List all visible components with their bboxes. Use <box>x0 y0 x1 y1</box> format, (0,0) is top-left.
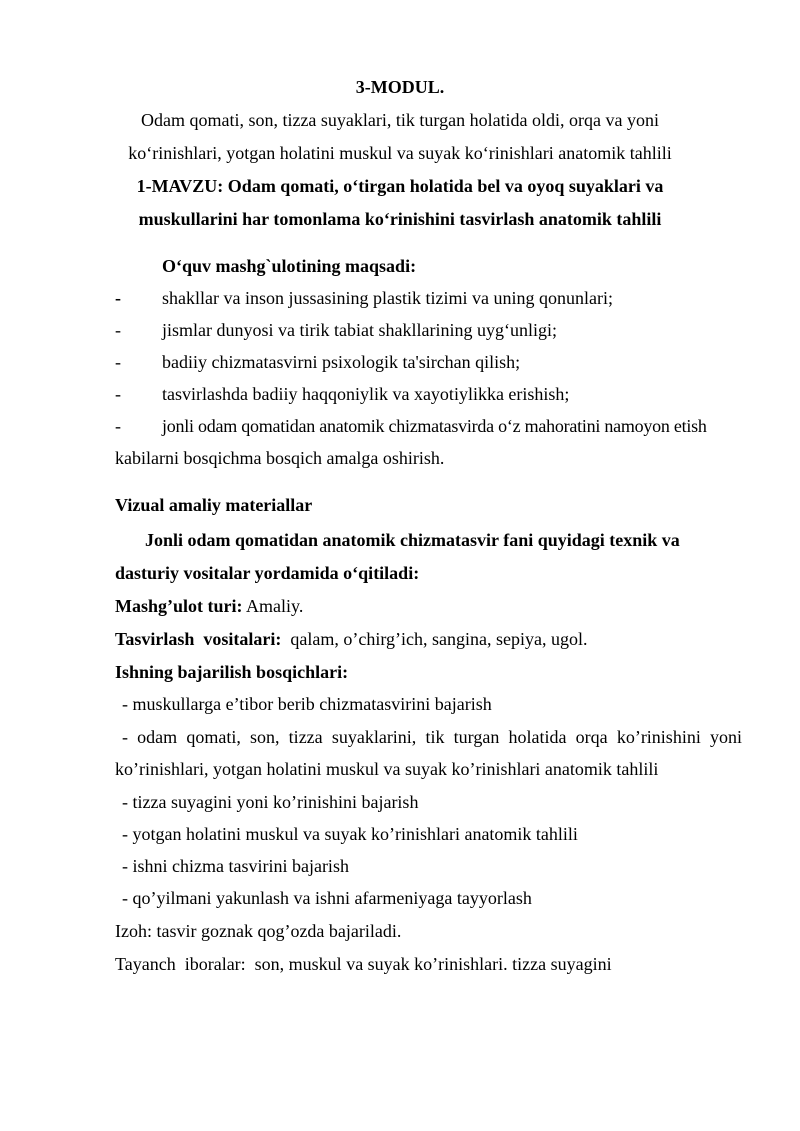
tools-value: qalam, o’chirg’ich, sangina, sepiya, ugol. <box>281 629 588 649</box>
goals-heading: O‘quv mashg`ulotining maqsadi: <box>162 256 417 276</box>
training-type-value: Amaliy. <box>242 596 304 616</box>
module-subtitle-line-2: ko‘rinishlari, yotgan holatini muskul va suyak ko‘rinishlari anatomik tahlili <box>128 143 672 163</box>
module-subtitle-line-1: Odam qomati, son, tizza suyaklari, tik turgan holatida oldi, orqa va yoni <box>140 110 660 130</box>
goal-dash: - <box>115 352 121 372</box>
stages-heading: Ishning bajarilish bosqichlari: <box>115 662 349 682</box>
training-type-label: Mashg’ulot turi: <box>115 596 243 616</box>
goal-dash: - <box>115 384 121 404</box>
stage-item: - odam qomati, son, tizza suyaklarini, tik turgan holatida orqa ko’rinishini yoni <box>122 727 742 747</box>
goals-continuation: kabilarni bosqichma bosqich amalga oshirish. <box>115 448 445 468</box>
note: Izoh: tasvir goznak qog’ozda bajariladi. <box>115 921 402 941</box>
goal-item: jismlar dunyosi va tirik tabiat shakllarining uyg‘unligi; <box>162 320 557 340</box>
stage-item: - ishni chizma tasvirini bajarish <box>122 856 349 876</box>
keywords: Tayanch iboralar: son, muskul va suyak ko’rinishlari. tizza suyagini <box>115 954 612 974</box>
topic-title-line-2: muskullarini har tomonlama ko‘rinishini tasvirlash anatomik tahlili <box>138 209 662 229</box>
goal-item: tasvirlashda badiiy haqqoniylik va xayotiylikka erishish; <box>162 384 570 404</box>
stage-item: - yotgan holatini muskul va suyak ko’rinishlari anatomik tahlili <box>122 824 578 844</box>
goal-dash: - <box>115 416 121 436</box>
training-type <box>115 594 303 618</box>
goal-item: badiiy chizmatasvirni psixologik ta'sirchan qilish; <box>162 352 521 372</box>
stage-item: - muskullarga e’tibor berib chizmatasvirini bajarish <box>122 694 492 714</box>
goal-dash: - <box>115 320 121 340</box>
visual-intro-line-2: dasturiy vositalar yordamida o‘qitiladi: <box>115 563 420 583</box>
stage-item: - qo’yilmani yakunlash va ishni afarmeniyaga tayyorlash <box>122 888 532 908</box>
stage-item: - tizza suyagini yoni ko’rinishini bajarish <box>122 792 419 812</box>
tools <box>115 627 587 651</box>
visual-intro-line-1: Jonli odam qomatidan anatomik chizmatasvir fani quyidagi texnik va <box>145 530 680 550</box>
stage-item-continuation: ko’rinishlari, yotgan holatini muskul va suyak ko’rinishlari anatomik tahlili <box>115 759 659 779</box>
goal-item: shakllar va inson jussasining plastik tizimi va uning qonunlari; <box>162 288 613 308</box>
module-title: 3-MODUL. <box>355 77 445 97</box>
goal-item: jonli odam qomatidan anatomik chizmatasvirda o‘z mahoratini namoyon etish <box>162 416 707 436</box>
visual-heading: Vizual amaliy materiallar <box>115 495 313 515</box>
topic-title-line-1: 1-MAVZU: Odam qomati, o‘tirgan holatida bel va oyoq suyaklari va <box>136 176 664 196</box>
goal-dash: - <box>115 288 121 308</box>
tools-label: Tasvirlash vositalari: <box>115 629 282 649</box>
